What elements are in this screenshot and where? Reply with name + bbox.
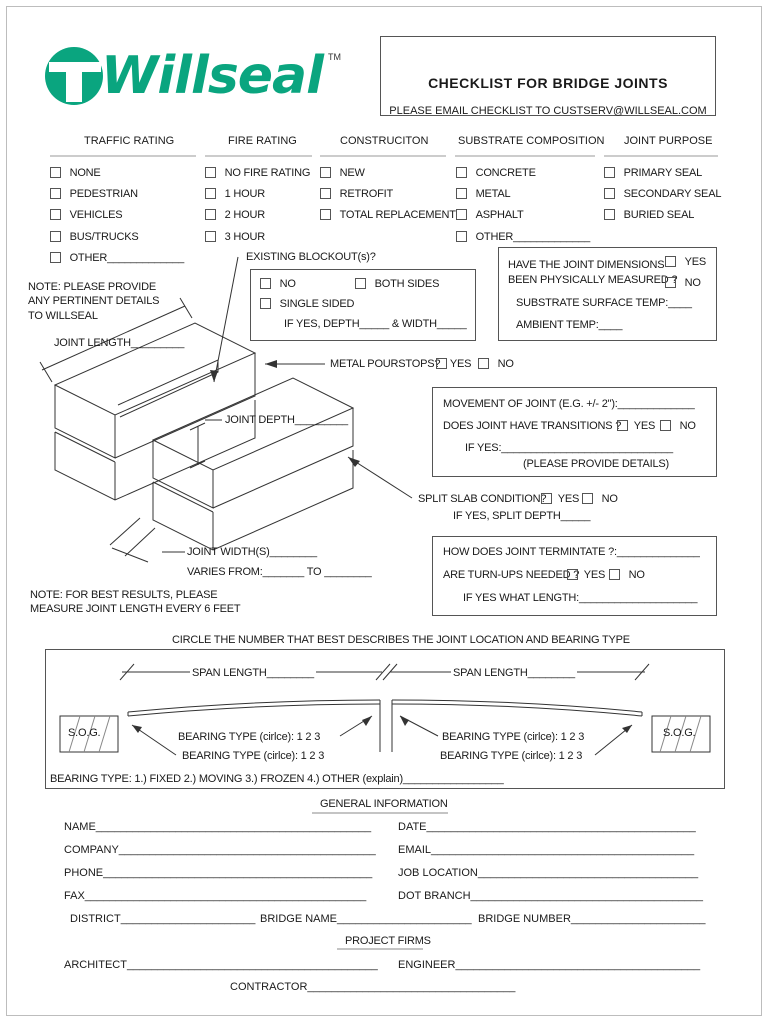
option-traffic-none[interactable]: NONE: [50, 167, 101, 179]
checkbox[interactable]: [50, 231, 61, 242]
joint-width-field[interactable]: JOINT WIDTH(S)________: [187, 546, 317, 558]
checkbox[interactable]: [582, 493, 593, 504]
checkbox[interactable]: [50, 167, 61, 178]
option-purpose-buried[interactable]: BURIED SEAL: [604, 209, 694, 221]
pourstops-label: METAL POURSTOPS?: [330, 358, 441, 370]
option-fire-2-hour[interactable]: 2 HOUR: [205, 209, 265, 221]
blockout-single-sided[interactable]: SINGLE SIDED: [260, 298, 354, 310]
ambient-temp-field[interactable]: AMBIENT TEMP:____: [516, 319, 623, 331]
checkbox[interactable]: [456, 231, 467, 242]
checkbox[interactable]: [320, 167, 331, 178]
measured-question-l1: HAVE THE JOINT DIMENSIONS: [508, 259, 665, 271]
engineer-field[interactable]: ENGINEER________________________________________: [398, 959, 701, 971]
bridge-name-field[interactable]: BRIDGE NAME______________________: [260, 913, 472, 925]
bridge-number-field[interactable]: BRIDGE NUMBER______________________: [478, 913, 706, 925]
checkbox[interactable]: [205, 209, 216, 220]
checkbox[interactable]: [660, 420, 671, 431]
option-purpose-primary[interactable]: PRIMARY SEAL: [604, 167, 702, 179]
turnups-label: ARE TURN-UPS NEEDED ?: [443, 569, 580, 581]
email-field[interactable]: EMAIL___________________________________________: [398, 844, 695, 856]
checkbox[interactable]: [320, 209, 331, 220]
option-substrate-metal[interactable]: METAL: [456, 188, 510, 200]
option-substrate-asphalt[interactable]: ASPHALT: [456, 209, 524, 221]
pourstops-yes[interactable]: YES: [436, 358, 471, 370]
option-substrate-concrete[interactable]: CONCRETE: [456, 167, 536, 179]
fax-field[interactable]: FAX______________________________________________: [64, 890, 367, 902]
turnup-length-field[interactable]: IF YES WHAT LENGTH:____________________: [463, 592, 698, 604]
option-fire-1-hour[interactable]: 1 HOUR: [205, 188, 265, 200]
transitions-details-hint: (PLEASE PROVIDE DETAILS): [523, 458, 669, 470]
company-field[interactable]: COMPANY__________________________________________: [64, 844, 376, 856]
checkbox[interactable]: [604, 188, 615, 199]
bearing-section-title: CIRCLE THE NUMBER THAT BEST DESCRIBES THE JOINT LOCATION AND BEARING TYPE: [172, 634, 630, 646]
turnups-yes[interactable]: YES: [567, 569, 605, 581]
substrate-header: SUBSTRATE COMPOSITION: [458, 135, 605, 147]
blockout-ifyes-field[interactable]: IF YES, DEPTH_____ & WIDTH_____: [284, 318, 467, 330]
phone-field[interactable]: PHONE____________________________________________: [64, 867, 373, 879]
checkbox[interactable]: [604, 209, 615, 220]
note-measure-l2: MEASURE JOINT LENGTH EVERY 6 FEET: [30, 603, 241, 615]
general-info-title: GENERAL INFORMATION: [320, 798, 448, 810]
title-box: [380, 36, 716, 116]
transitions-details-field[interactable]: IF YES:_____________________________: [465, 442, 673, 454]
note-details-l2: ANY PERTINENT DETAILS: [28, 295, 160, 307]
surface-temp-field[interactable]: SUBSTRATE SURFACE TEMP:____: [516, 297, 692, 309]
note-measure-l1: NOTE: FOR BEST RESULTS, PLEASE: [30, 589, 218, 601]
checkbox[interactable]: [604, 167, 615, 178]
date-field[interactable]: DATE____________________________________________: [398, 821, 696, 833]
bearing-type-upper-left[interactable]: BEARING TYPE (cirlce): 1 2 3: [178, 731, 321, 743]
split-slab-label: SPLIT SLAB CONDITION?: [418, 493, 547, 505]
option-traffic-pedestrian[interactable]: PEDESTRIAN: [50, 188, 138, 200]
split-depth-field[interactable]: IF YES, SPLIT DEPTH_____: [453, 510, 591, 522]
sog-right: S.O.G.: [663, 727, 696, 739]
option-fire-3-hour[interactable]: 3 HOUR: [205, 231, 265, 243]
willseal-logo-icon: [45, 47, 103, 105]
checkbox[interactable]: [665, 256, 676, 267]
checkbox[interactable]: [50, 209, 61, 220]
checkbox[interactable]: [478, 358, 489, 369]
movement-field[interactable]: MOVEMENT OF JOINT (E.G. +/- 2"):_____________: [443, 398, 695, 410]
checkbox[interactable]: [456, 209, 467, 220]
transitions-no[interactable]: NO: [660, 420, 696, 432]
split-slab-yes[interactable]: YES: [541, 493, 579, 505]
checkbox[interactable]: [541, 493, 552, 504]
checkbox[interactable]: [50, 252, 61, 263]
construction-header: CONSTRUCITON: [340, 135, 429, 147]
note-details-l3: TO WILLSEAL: [28, 310, 98, 322]
bearing-type-legend[interactable]: BEARING TYPE: 1.) FIXED 2.) MOVING 3.) FROZEN 4.) OTHER (explain)_________________: [50, 773, 504, 785]
brand-name: Willseal: [101, 46, 323, 106]
turnups-no[interactable]: NO: [609, 569, 645, 581]
name-field[interactable]: NAME_____________________________________________: [64, 821, 372, 833]
transitions-yes[interactable]: YES: [617, 420, 655, 432]
option-construction-total-replacement[interactable]: TOTAL REPLACEMENT: [320, 209, 456, 221]
transitions-label: DOES JOINT HAVE TRANSITIONS ?: [443, 420, 622, 432]
joint-length-field[interactable]: JOINT LENGTH_________: [54, 337, 185, 349]
varies-field[interactable]: VARIES FROM:_______ TO ________: [187, 566, 372, 578]
architect-field[interactable]: ARCHITECT_________________________________________: [64, 959, 378, 971]
fire-rating-header: FIRE RATING: [228, 135, 297, 147]
blockout-label: EXISTING BLOCKOUT(s)?: [246, 251, 376, 263]
blockout-no[interactable]: NO: [260, 278, 296, 290]
checkbox[interactable]: [456, 167, 467, 178]
checkbox[interactable]: [205, 231, 216, 242]
checkbox[interactable]: [355, 278, 366, 289]
measured-question-l2: BEEN PHYSICALLY MEASURED ?: [508, 274, 678, 286]
project-firms-title: PROJECT FIRMS: [345, 935, 431, 947]
bearing-box: [45, 649, 725, 789]
bearing-type-upper-right[interactable]: BEARING TYPE (cirlce): 1 2 3: [442, 731, 585, 743]
form-title: CHECKLIST FOR BRIDGE JOINTS: [428, 75, 668, 91]
checkbox[interactable]: [50, 188, 61, 199]
checkbox[interactable]: [609, 569, 620, 580]
checkbox[interactable]: [665, 277, 676, 288]
option-fire-none[interactable]: NO FIRE RATING: [205, 167, 310, 179]
checkbox[interactable]: [205, 188, 216, 199]
split-slab-no[interactable]: NO: [582, 493, 618, 505]
option-construction-retrofit[interactable]: RETROFIT: [320, 188, 393, 200]
job-location-field[interactable]: JOB LOCATION____________________________________: [398, 867, 699, 879]
joint-purpose-header: JOINT PURPOSE: [624, 135, 713, 147]
checkbox[interactable]: [205, 167, 216, 178]
checkbox[interactable]: [260, 298, 271, 309]
option-construction-new[interactable]: NEW: [320, 167, 365, 179]
email-instruction: PLEASE EMAIL CHECKLIST TO CUSTSERV@WILLSEAL.COM: [389, 105, 707, 117]
terminate-field[interactable]: HOW DOES JOINT TERMINTATE ?:______________: [443, 546, 700, 558]
option-purpose-secondary[interactable]: SECONDARY SEAL: [604, 188, 721, 200]
checkbox[interactable]: [260, 278, 271, 289]
contractor-field[interactable]: CONTRACTOR__________________________________: [230, 981, 516, 993]
district-field[interactable]: DISTRICT______________________: [70, 913, 256, 925]
bearing-type-lower-right[interactable]: BEARING TYPE (cirlce): 1 2 3: [440, 750, 583, 762]
blockout-both-sides[interactable]: BOTH SIDES: [355, 278, 439, 290]
checkbox[interactable]: [617, 420, 628, 431]
dot-branch-field[interactable]: DOT BRANCH______________________________________: [398, 890, 703, 902]
option-substrate-other[interactable]: OTHER_____________: [456, 231, 590, 243]
bearing-type-lower-left[interactable]: BEARING TYPE (cirlce): 1 2 3: [182, 750, 325, 762]
span-length-right-field[interactable]: SPAN LENGTH________: [453, 667, 575, 679]
joint-depth-field[interactable]: JOINT DEPTH_________: [225, 414, 348, 426]
option-traffic-bus-trucks[interactable]: BUS/TRUCKS: [50, 231, 138, 243]
traffic-rating-header: TRAFFIC RATING: [84, 135, 175, 147]
checkbox[interactable]: [456, 188, 467, 199]
option-traffic-vehicles[interactable]: VEHICLES: [50, 209, 122, 221]
sog-left: S.O.G.: [68, 727, 101, 739]
pourstops-no[interactable]: NO: [478, 358, 514, 370]
measured-no[interactable]: NO: [665, 277, 701, 289]
measured-yes[interactable]: YES: [665, 256, 706, 268]
trademark: TM: [328, 52, 341, 62]
span-length-left-field[interactable]: SPAN LENGTH________: [192, 667, 314, 679]
option-traffic-other[interactable]: OTHER_____________: [50, 252, 184, 264]
note-details-l1: NOTE: PLEASE PROVIDE: [28, 281, 157, 293]
checkbox[interactable]: [320, 188, 331, 199]
checkbox[interactable]: [567, 569, 578, 580]
checkbox[interactable]: [436, 358, 447, 369]
